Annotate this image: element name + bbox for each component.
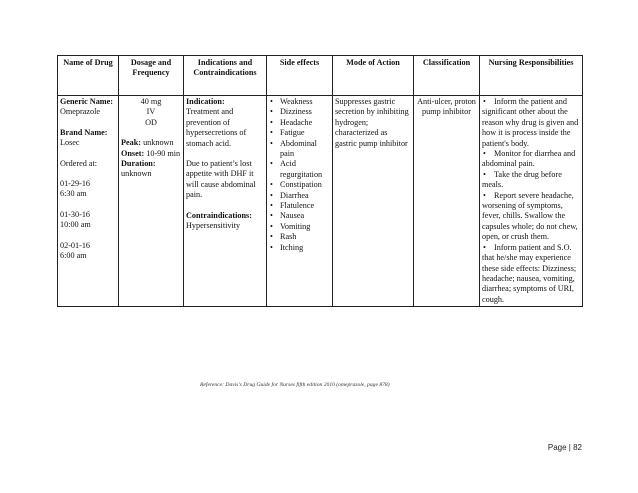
list-item: • Constipation (278, 180, 330, 190)
onset-label: Onset: (121, 148, 145, 158)
list-item: • Report severe headache, worsening of symptoms, fever, chills. Swallow the capsules whole; do not chew, open, or crush them. (482, 191, 580, 243)
name-cell (58, 96, 119, 307)
header-dosage-frequency: Dosage and Frequency (119, 56, 184, 96)
list-item: • Fatigue (278, 128, 330, 138)
list-item: • Abdominal pain (278, 139, 330, 160)
indication-text: Treatment and prevention of hypersecretions of stomach acid. (186, 107, 247, 148)
order-date: 01-30-16 (60, 209, 91, 219)
header-side-effects: Side effects (267, 56, 333, 96)
header-indications: Indications and Contraindications (184, 56, 267, 96)
list-item: • Headache (278, 118, 330, 128)
header-mode-of-action: Mode of Action (333, 56, 414, 96)
side-effects-list (269, 97, 330, 253)
header-classification: Classification (414, 56, 480, 96)
reference-note: Reference: Davis's Drug Guide for Nurses fifth edition 2010 (omeprazole, page 878) (200, 382, 390, 388)
drug-study-table (57, 55, 583, 307)
ordered-at-label: Ordered at: (60, 158, 98, 168)
dose-value: 40 mg (140, 97, 162, 106)
header-row (58, 56, 583, 96)
frequency-value: OD (145, 117, 157, 127)
duration-label: Duration: (121, 159, 156, 169)
list-item: • Weakness (278, 97, 330, 107)
order-date: 02-01-16 (60, 240, 91, 250)
table-row (58, 96, 583, 307)
list-item: • Inform patient and S.O. that he/she may experience these side effects: Dizziness; headache; nausea, vomiting, diarrhea; symptoms of URI, cough. (482, 243, 580, 305)
mode-of-action-text: Suppresses gastric secretion by inhibiting hydrogen; characterized as gastric pump inhibitor (335, 97, 409, 148)
list-item: • Flatulence (278, 201, 330, 211)
dosage-cell (119, 96, 184, 307)
list-item: • Nausea (278, 211, 330, 221)
brand-name-label: Brand Name: (60, 127, 108, 137)
classification-text: Anti-ulcer, proton pump inhibitor (417, 97, 476, 117)
header-name-of-drug: Name of Drug (58, 56, 119, 96)
indications-cell (184, 96, 267, 307)
classification-cell (414, 96, 480, 307)
onset-line (121, 149, 181, 159)
list-item: • Vomiting (278, 222, 330, 232)
page-number: Page | 82 (547, 443, 582, 452)
list-item: • Rash (278, 232, 330, 242)
list-item: • Itching (278, 243, 330, 253)
order-time: 6:00 am (60, 251, 87, 261)
order-date: 01-29-16 (60, 179, 91, 189)
list-item: • Diarrhea (278, 191, 330, 201)
duration-value: unknown (121, 169, 152, 179)
onset-value: 10-90 min (146, 148, 181, 158)
mode-of-action-cell (333, 96, 414, 307)
generic-name-value: Omeprazole (60, 107, 101, 117)
nursing-list (482, 97, 580, 305)
route-value: IV (146, 107, 156, 117)
side-effects-cell (267, 96, 333, 307)
indication-label: Indication: (186, 97, 225, 106)
indication-note: Due to patient’s lost appetite with DHF it will cause abdominal pain. (186, 159, 256, 200)
peak-value: unknown (143, 138, 174, 148)
peak-line (121, 138, 181, 148)
contraindication-label: Contraindications: (186, 210, 252, 220)
list-item: • Inform the patient and significant other about the reason why drug is given and how it is process inside the patient's body. (482, 97, 580, 149)
generic-name-label: Generic Name: (60, 97, 113, 106)
brand-name-value: Losec (60, 138, 80, 148)
list-item: • Monitor for diarrhea and abdominal pain. (482, 149, 580, 170)
list-item: • Acid regurgitation (278, 159, 330, 180)
contraindication-text: Hypersensitivity (186, 221, 241, 231)
nursing-cell (480, 96, 583, 307)
header-nursing: Nursing Responsibilities (480, 56, 583, 96)
order-time: 6:30 am (60, 189, 87, 199)
list-item: • Dizziness (278, 107, 330, 117)
order-time: 10:00 am (60, 220, 91, 230)
list-item: • Take the drug before meals. (482, 170, 580, 191)
peak-label: Peak: (121, 138, 142, 148)
